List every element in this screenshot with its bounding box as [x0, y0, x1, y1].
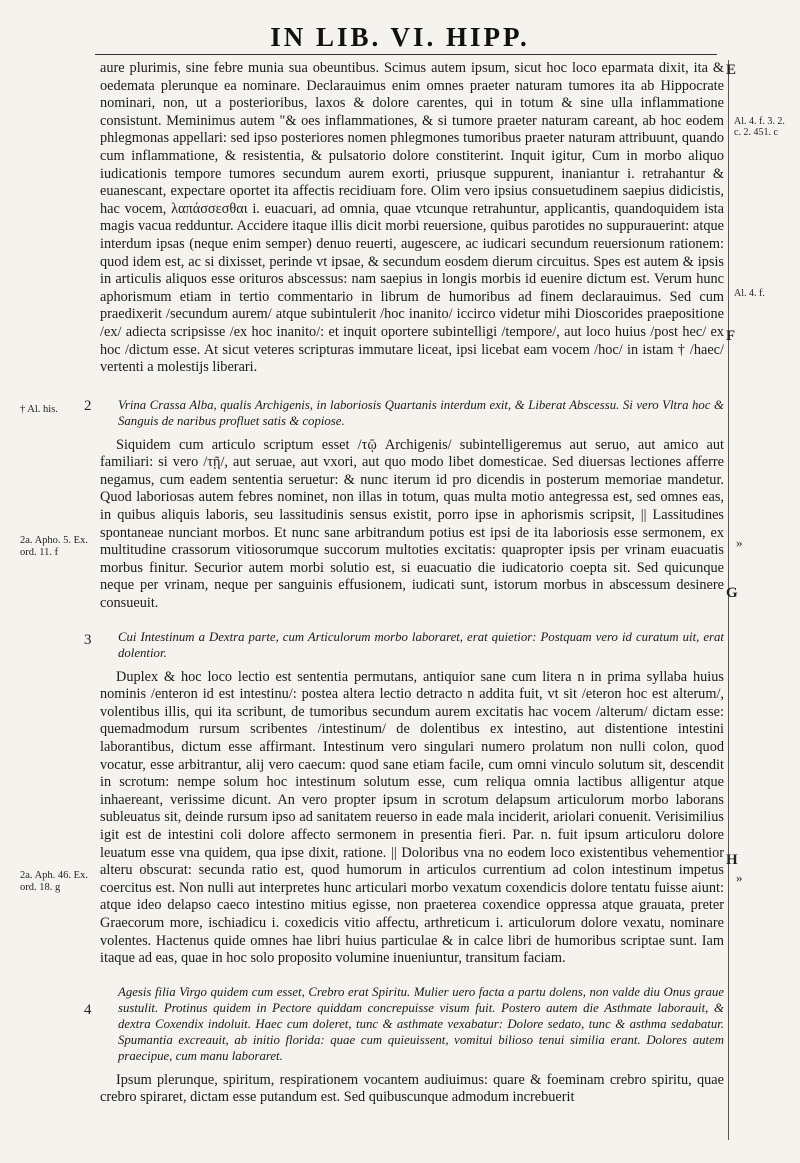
section-letter-e: E: [726, 62, 737, 78]
header-rule: [95, 54, 717, 55]
margin-note-reference-2: 2a. Aph. 46. Ex. ord. 18. g: [20, 870, 88, 893]
commentary-paragraph-1: aure plurimis, sine febre munia sua obeuntibus. Scimus autem ipsum, sicut hoc loco eparmata dixit, ita & oedemata plerunque ea nominare. Declarauimus enim omnes praeter naturam tumores ita ab Hippocrate nominari, non, ut a posterioribus, laxos & dolore carentes, qui in totum & sine ulla inflammatione consistunt. Meminimus autem "& oes inflammationes, & si tumore praeter naturam careant, ab hoc eodem phlegmonas appellari: sed ipso posteriores nomen phlegmones tumoribus praeter naturam attribuunt, quando cum inflammatione, & resistentia, & pulsatorio dolore constiterint. Inquit igitur, Cum in morbo aliquo iudicationis tempore tumores secundum aurem exorti, priusque suppurent, inaniantur i. retrahantur & euanescant, expectare oportet ita affectis recidiuam fore. Olim vero ipsius consuetudinem saepius didicistis, hac vocem, λαπάσσεσθαι i. euacuari, ad omnia, quae vtcunque retrahuntur, applicantis, quandoquidem ista magis vacua redduntur. Accidere itaque illis dicit morbi reuersione, quibus parotides no suppurauerint: atque interdum ipsas (neque enim semper) denuo reuerti, augescere, ac iudicari secundum reuersionum rationem: quod idem est, ac si dixisset, perinde vt ipsae, & secundum eosdem dierum circuitus. Spes est autem & ipsis in articulis aliquos esse orituros abscessus: nam saepius in longis morbis id euenire dictum est. Verum hunc aphorismum etiam in tertio commentario in librum de humoribus ad finem declarauimus. Sed cum praedixerit /secundum aurem/ atque subintulerit /hoc inanito/ iccirco videtur mihi Dioscorides praepositione /ex/ adiecta scripsisse /ex hoc inanito/: et inquit oportere subintelligi /tempore/, aut loco huius /post hec/ ex hoc /dictum esse. At sicut veteres scripturas immutare liceat, ipsi licebat eam vocem /hoc/ in istam † /haec/ vertenti a molestijs liberari.: [100, 60, 724, 376]
aphorism-number-2: 2: [84, 398, 92, 414]
aphorism-2: Vrina Crassa Alba, qualis Archigenis, in laboriosis Quartanis interdum exit, & Liberat Abscessu. Si vero Vltra hoc & Sanguis de naribus profluet satis & copiose.: [118, 397, 724, 428]
running-title: IN LIB. VI. HIPP.: [270, 22, 530, 52]
margin-note-right-1: Al. 4. f. 3. 2. c. 2. 451. c: [734, 116, 785, 138]
section-letter-h: H: [726, 852, 738, 868]
section-letter-g: G: [726, 585, 738, 601]
margin-quote-mark-2: »: [736, 870, 743, 885]
section-letter-f: F: [726, 328, 736, 344]
margin-note-variant: † Al. his.: [20, 404, 58, 415]
main-text: [100, 60, 724, 1107]
margin-note-reference-1: 2a. Apho. 5. Ex. ord. 11. f: [20, 535, 88, 558]
commentary-paragraph-3: Duplex & hoc loco lectio est sententia permutans, antiquior sane cum litera n in prima syllaba huius nominis /enteron id est intestinu/: postea altera lectio detracto n addita fuit, vt sit /eteron hoc est alterum/, volentibus illis, qui ita scribunt, de tumoribus secundum aurem excitatis hac vocem /alterum/ dictam esse: quemadmodum rursum scribentes /intestinum/ de dolentibus ex intestino, aut distentione intestini laborantibus, dictum esse affirmant. Intestinum vero singulari numero prolatum non nulli colon, quod vocatur, esse arbitrantur, alij vero caecum: quod sane etiam facile, cum omni vinculo solutum sit, descendit in scrotum: nempe solum hoc intestinum solutum esse, cum reliqua omnia lactibus alligentur atque inhaereant, verissime dicunt. An vero propter ipsum in scrotum delapsum articulorum morbo laborans subleuatus sit, deinde rursum ipso ad sanitatem reuerso in eade mala inciderit, ariolari conuenit. Verisimilius igit est de intestini coli dolore affecto sermonem in presentia fieri. Par. n. fuit ipsum articuloru dolore leuatum esse vna quidem, qua ipse dixit, ratione. || Doloribus vna no eodem loco existentibus vehementior alteru obscurat: secunda ratio est, quod humorum in articulos currentium ad colon intestinum impetus coercitus est. Non nulli aut interpretes hunc articulari morbo vexatum coxendicis dolore tentatu fuisse aiunt: atque ideo delapso caeco intestino mitius egisse, non praeterea coxendice oppressa atque grauata, preter Graecorum more, ischiadicu i. coxedicis vitio affectu, arthreticum i. articulorum dolore vexatu, nominare volentes. Hactenus quide omnes hae libri huius particulae & in calce libri de humoribus scriptae sunt. Iam itaque ad eas, quae in hoc solo proposito volumine inueniuntur, transitum faciam.: [100, 668, 724, 967]
commentary-paragraph-4: Ipsum plerunque, spiritum, respirationem vocantem audiuimus: quare & foeminam crebro spiritu, quae crebro spiraret, dictam esse putandum est. Sed quibuscunque admodum increbuerit: [100, 1071, 724, 1106]
commentary-paragraph-2: Siquidem cum articulo scriptum esset /τῷ Archigenis/ subintelligeremus aut seruo, aut amico aut familiari: si vero /τῇ/, aut seruae, aut vxori, aut quo modo libet domesticae. Sed diuersas lectiones afferre negamus, cum eadem sententia seruetur: & nunc iterum id pro dicendis in posterum memoriae mandetur. Quod laboriosas autem febres nominet, non illas in totum, quas multa motio antegressa est, sed omnes eas, in quibus aliquis laboris, seu lassitudinis sensus existit, porro ipse in aphorismis scripsit, || Lassitudines spontaneae nunciant morbos. Et nunc sane arbitrandum potius est ipsi de ita laboriosis esse sermonem, ex multitudine crassorum vitiosorumque succorum multoties excitatis: quapropter ipsis per vrinam euacuatis morbus finitur. Securior autem morbi solutio est, si euacuatio die iudicatorio coepta sit. Sed quicunque neque per vrinam, neque per sanguinis effusionem, iudicati sunt, istorum morbus in abscessum desinere consueuit.: [100, 436, 724, 612]
aphorism-number-4: 4: [84, 1002, 92, 1018]
margin-note-right-2: Al. 4. f.: [734, 288, 765, 299]
margin-quote-mark-1: »: [736, 535, 743, 550]
aphorism-3: Cui Intestinum a Dextra parte, cum Articulorum morbo laboraret, erat quietior: Postquam vero id curatum uit, erat dolentior.: [118, 629, 724, 660]
aphorism-4: Agesis filia Virgo quidem cum esset, Crebro erat Spiritu. Mulier uero facta a partu dolens, non valde diu Onus graue sustulit. Protinus quidem in Pectore quiddam concrepuisse visum fuit. Postero autem die Asthmate laborauit, & dextra Coxendix indoluit. Haec cum doleret, tunc & asthmate vexabatur: Dolore sedato, tunc & asthma sedabatur. Spumantia excreauit, ab initio florida: quae cum quieuissent, vomitui bilioso tenui similia erant. Dolores autem praecipue, cum manu laboraret.: [118, 984, 724, 1063]
aphorism-number-3: 3: [84, 632, 92, 648]
